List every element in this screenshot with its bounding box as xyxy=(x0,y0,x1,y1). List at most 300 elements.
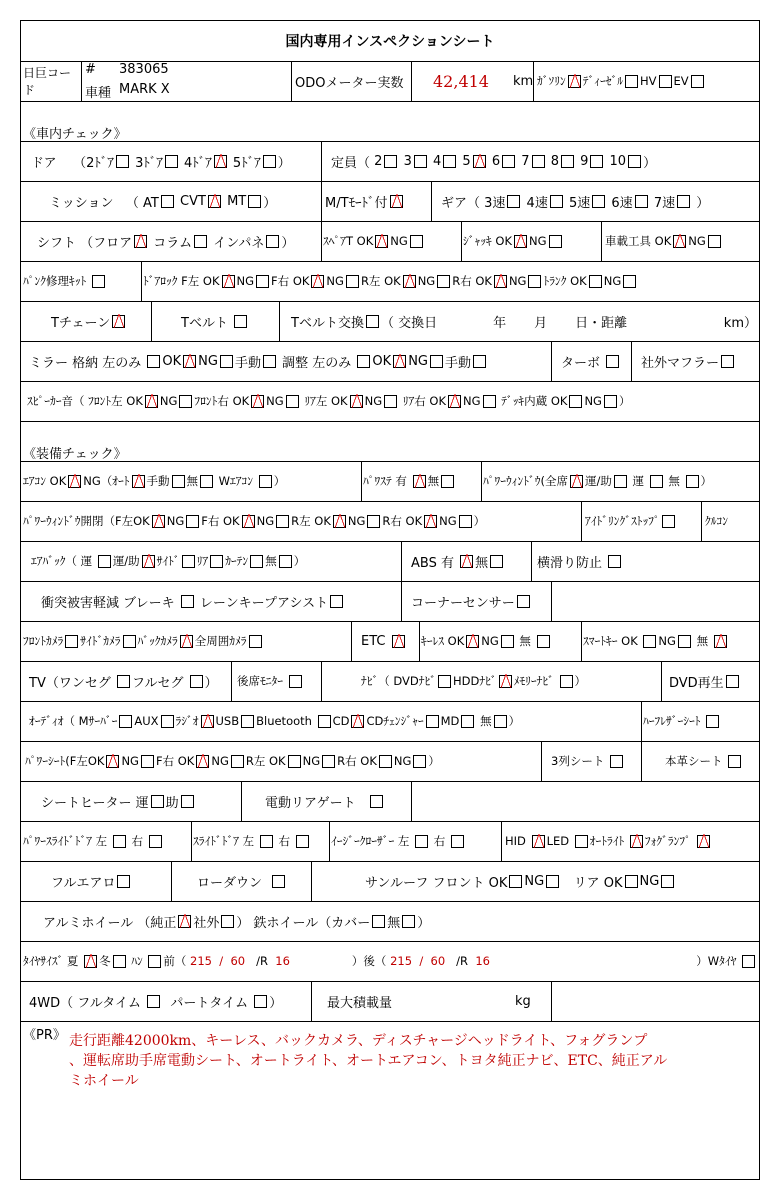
gear-4-label: 4速 xyxy=(526,195,548,211)
audio-radio-checkbox[interactable] xyxy=(201,715,214,728)
gear-4-checkbox[interactable] xyxy=(550,195,563,208)
lock-fl-ok-checkbox[interactable] xyxy=(222,275,235,288)
spk-fl-label: ｽﾋﾟｰｶｰ音（ ﾌﾛﾝﾄ左 OK xyxy=(27,394,143,408)
4wd-part-checkbox[interactable] xyxy=(254,995,267,1008)
etc-checkbox[interactable] xyxy=(392,635,405,648)
lock-trunk-ng-label: NG xyxy=(603,274,622,288)
gear-6-label: 6速 xyxy=(611,195,633,211)
capacity-label: 定員（ xyxy=(331,155,371,171)
half-leather-checkbox[interactable] xyxy=(706,715,719,728)
heater-assist-checkbox[interactable] xyxy=(181,795,194,808)
keyless-ok-label: ｷｰﾚｽ OK xyxy=(421,634,465,648)
corner-sensor-checkbox[interactable] xyxy=(517,595,530,608)
easy-left-checkbox[interactable] xyxy=(415,835,428,848)
pw-group xyxy=(483,461,712,501)
pw-none-checkbox[interactable] xyxy=(686,475,699,488)
spk-deck-ng-checkbox[interactable] xyxy=(604,395,617,408)
keyless-ng-checkbox[interactable] xyxy=(501,635,514,648)
airbag-both-checkbox[interactable] xyxy=(142,555,155,568)
sunroof-group xyxy=(365,861,676,901)
mirror-adj-ng-checkbox[interactable] xyxy=(430,355,443,368)
audio-cd-checkbox[interactable] xyxy=(351,715,364,728)
pw-both-checkbox[interactable] xyxy=(614,475,627,488)
tchain-group xyxy=(51,301,127,341)
audio-aux-label: AUX xyxy=(134,714,159,728)
model-label: 車種 xyxy=(85,86,112,101)
airbag-none-checkbox[interactable] xyxy=(279,555,292,568)
spk-rr-ok-checkbox[interactable] xyxy=(448,395,461,408)
pslide-left-checkbox[interactable] xyxy=(113,835,126,848)
lock-fl-ng-label: NG xyxy=(236,274,255,288)
pw-driver-checkbox[interactable] xyxy=(650,475,663,488)
alloy-aftermarket-label: 社外 xyxy=(193,915,220,931)
pseat-fl-ng-label: NG xyxy=(121,754,139,768)
audio-cdchanger-checkbox[interactable] xyxy=(426,715,439,728)
mirror-fold-label: ミラー 格納 左のみ xyxy=(29,355,142,371)
fuel-hv-checkbox[interactable] xyxy=(659,75,672,88)
gear-5-checkbox[interactable] xyxy=(592,195,605,208)
side-camera-label: ｻｲﾄﾞｶﾒﾗ xyxy=(80,634,121,648)
turbo-checkbox[interactable] xyxy=(606,355,619,368)
tire-w-checkbox[interactable] xyxy=(742,955,755,968)
cap-9-label: 9 xyxy=(580,153,589,169)
rear-monitor-group xyxy=(237,661,304,701)
rear-gate-checkbox[interactable] xyxy=(370,795,383,808)
fuel-gasoline-label: ｶﾞｿﾘﾝ xyxy=(537,74,566,88)
airbag-none-label: 無 xyxy=(265,554,277,568)
muffler-group xyxy=(641,341,736,381)
tbelt-change-label: Tベルト交換 xyxy=(291,315,364,331)
airbag-rear-checkbox[interactable] xyxy=(210,555,223,568)
audio-bluetooth-checkbox[interactable] xyxy=(318,715,331,728)
power-seat-group xyxy=(25,741,440,781)
pseat-fl-label: ﾊﾟﾜｰｼｰﾄ(F左OK xyxy=(25,754,105,768)
airbag-side-label: ｻｲﾄﾞ xyxy=(156,554,180,568)
mirror-fold-ng-checkbox[interactable] xyxy=(220,355,233,368)
navi-hdd-label: HDDﾅﾋﾞ xyxy=(453,674,497,688)
mirror-adj-label: 調整 左のみ xyxy=(282,355,352,371)
airbag-both-label: 運/助 xyxy=(112,554,140,568)
corner-sensor-group xyxy=(411,581,532,621)
inspection-sheet xyxy=(20,20,760,1180)
pwo-fl-ok-checkbox[interactable] xyxy=(152,515,165,528)
gear-group xyxy=(441,181,709,221)
pwo-rr-ng-label: NG xyxy=(439,514,457,528)
tchain-checkbox[interactable] xyxy=(112,315,125,328)
audio-mserver-checkbox[interactable] xyxy=(119,715,132,728)
lock-fr-ok-checkbox[interactable] xyxy=(311,275,324,288)
lock-rr-ok-checkbox[interactable] xyxy=(494,275,507,288)
keyless-none-checkbox[interactable] xyxy=(537,635,550,648)
lock-rl-ok-checkbox[interactable] xyxy=(403,275,416,288)
gear-7-label: 7速 xyxy=(653,195,676,211)
back-camera-checkbox[interactable] xyxy=(180,635,193,648)
spk-deck-ng-label: NG xyxy=(584,394,602,408)
shift-floor-checkbox[interactable] xyxy=(134,235,147,248)
navi-close: ） xyxy=(574,674,587,688)
mission-close: ） xyxy=(263,195,277,211)
front-camera-label: ﾌﾛﾝﾄｶﾒﾗ xyxy=(23,634,64,648)
pwo-rl-label: R左 OK xyxy=(291,514,331,528)
shift-inpane-checkbox[interactable] xyxy=(266,235,279,248)
gear-close: ） xyxy=(696,195,710,211)
pw-none-label: 無 xyxy=(668,474,680,488)
fuel-ev-checkbox[interactable] xyxy=(691,75,704,88)
cap-2-checkbox[interactable] xyxy=(384,155,397,168)
pseat-fl-ng-checkbox[interactable] xyxy=(141,755,154,768)
audio-none-label: 無 xyxy=(480,714,492,728)
max-load-label: 最大積載量 xyxy=(327,995,393,1011)
spk-fr-ng-label: NG xyxy=(266,394,284,408)
sunroof-rear-ng-checkbox[interactable] xyxy=(661,875,674,888)
cap-5-checkbox[interactable] xyxy=(473,155,486,168)
slide-left-label: ｽﾗｲﾄﾞﾄﾞｱ 左 xyxy=(193,834,255,848)
alloy-genuine-checkbox[interactable] xyxy=(178,915,191,928)
smartkey-group xyxy=(583,621,729,661)
spk-rr-label: ﾘｱ右 OK xyxy=(402,394,447,408)
pwo-fl-ng-checkbox[interactable] xyxy=(186,515,199,528)
tire-front-diameter: 16 xyxy=(275,954,290,968)
spk-rl-ok-checkbox[interactable] xyxy=(350,395,363,408)
pwo-rl-ng-checkbox[interactable] xyxy=(367,515,380,528)
cap-3-label: 3 xyxy=(403,153,412,169)
max-load-unit: kg xyxy=(515,993,531,1009)
ps-none-label: 無 xyxy=(427,474,440,488)
collision-brake-label: 衝突被害軽減 ブレーキ xyxy=(41,595,175,611)
navi-memory-checkbox[interactable] xyxy=(560,675,573,688)
pseat-fr-ok-checkbox[interactable] xyxy=(196,755,209,768)
tbelt-checkbox[interactable] xyxy=(234,315,247,328)
lock-rl-ng-checkbox[interactable] xyxy=(437,275,450,288)
doorlock-group xyxy=(143,261,638,301)
airbag-curtain-checkbox[interactable] xyxy=(250,555,263,568)
pw-all-checkbox[interactable] xyxy=(570,475,583,488)
spk-fl-ng-checkbox[interactable] xyxy=(179,395,192,408)
tv-fullseg-checkbox[interactable] xyxy=(190,675,203,688)
fog-lamp-checkbox[interactable] xyxy=(697,835,710,848)
pseat-fr-ng-label: NG xyxy=(211,754,229,768)
sunroof-front-ng-checkbox[interactable] xyxy=(546,875,559,888)
ac-none-checkbox[interactable] xyxy=(200,475,213,488)
jack-group xyxy=(463,221,564,261)
gear-5-label: 5速 xyxy=(568,195,591,211)
half-leather-label: ﾊｰﾌﾚｻﾞｰｼｰﾄ xyxy=(643,714,701,728)
cap-9-checkbox[interactable] xyxy=(590,155,603,168)
spk-rr-ng-label: NG xyxy=(463,394,481,408)
door-2-label: （2ﾄﾞｱ xyxy=(73,155,114,171)
cap-7-checkbox[interactable] xyxy=(532,155,545,168)
pwo-rl-ok-checkbox[interactable] xyxy=(333,515,346,528)
cruise-label: ｸﾙｺﾝ xyxy=(705,514,728,528)
muffler-checkbox[interactable] xyxy=(721,355,734,368)
alloy-aftermarket-checkbox[interactable] xyxy=(221,915,234,928)
mirror-adj-ok-checkbox[interactable] xyxy=(393,355,406,368)
pseat-rl-ng-checkbox[interactable] xyxy=(322,755,335,768)
puncture-kit-checkbox[interactable] xyxy=(92,275,105,288)
leather-checkbox[interactable] xyxy=(728,755,741,768)
seat-heater-group xyxy=(41,781,196,821)
navi-dvd-checkbox[interactable] xyxy=(438,675,451,688)
cap-6-label: 6 xyxy=(491,153,501,169)
mirror-fold-ok-checkbox[interactable] xyxy=(183,355,196,368)
hid-checkbox[interactable] xyxy=(532,835,545,848)
door-5-checkbox[interactable] xyxy=(263,155,276,168)
tools-ok-label: 車載工具 OK xyxy=(605,234,672,248)
corner-sensor-label: コーナーセンサー xyxy=(411,595,515,611)
cap-4-checkbox[interactable] xyxy=(443,155,456,168)
sunroof-rear-ok-checkbox[interactable] xyxy=(625,875,638,888)
tire-winter-checkbox[interactable] xyxy=(113,955,126,968)
door-2-checkbox[interactable] xyxy=(116,155,129,168)
pseat-fl-ok-checkbox[interactable] xyxy=(106,755,119,768)
keyless-none-label: 無 xyxy=(519,634,531,648)
audio-radio-label: ﾗｼﾞｵ xyxy=(175,714,199,728)
tire-winter-label: 冬 xyxy=(99,954,111,968)
ps-yes-checkbox[interactable] xyxy=(413,475,426,488)
navi-memory-label: ﾒﾓﾘｰﾅﾋﾞ xyxy=(513,674,554,688)
spare-ng-label: NG xyxy=(390,234,408,248)
alloy-close: ） xyxy=(236,915,250,931)
front-camera-checkbox[interactable] xyxy=(65,635,78,648)
section-interior: 《車内チェック》 xyxy=(23,127,127,142)
door-4-checkbox[interactable] xyxy=(214,155,227,168)
lock-rl-ng-label: NG xyxy=(417,274,436,288)
odo-unit: km xyxy=(513,73,534,89)
easy-right-checkbox[interactable] xyxy=(451,835,464,848)
month-label: 月 xyxy=(534,315,548,331)
at-checkbox[interactable] xyxy=(161,195,174,208)
pwo-fr-ng-label: NG xyxy=(256,514,275,528)
pwo-rr-ng-checkbox[interactable] xyxy=(459,515,472,528)
auto-light-label: ｵｰﾄﾗｲﾄ xyxy=(589,834,625,848)
abs-yes-checkbox[interactable] xyxy=(460,555,473,568)
pslide-right-label: 右 xyxy=(131,834,143,848)
cap-3-checkbox[interactable] xyxy=(414,155,427,168)
lock-fl-ng-checkbox[interactable] xyxy=(256,275,269,288)
gear-7-checkbox[interactable] xyxy=(677,195,690,208)
smartkey-ng-checkbox[interactable] xyxy=(678,635,691,648)
tools-ng-checkbox[interactable] xyxy=(708,235,721,248)
cap-6-checkbox[interactable] xyxy=(502,155,515,168)
navi-hdd-checkbox[interactable] xyxy=(499,675,512,688)
pseat-rl-ok-checkbox[interactable] xyxy=(288,755,301,768)
sunroof-front-ok-checkbox[interactable] xyxy=(509,875,522,888)
audio-md-checkbox[interactable] xyxy=(461,715,474,728)
mt-mode-checkbox[interactable] xyxy=(390,195,403,208)
cap-2-label: 2 xyxy=(374,153,383,169)
abs-none-checkbox[interactable] xyxy=(490,555,503,568)
audio-group xyxy=(29,701,520,741)
jack-ng-checkbox[interactable] xyxy=(549,235,562,248)
steel-none-checkbox[interactable] xyxy=(402,915,415,928)
pwo-fl-ng-label: NG xyxy=(166,514,185,528)
mt-checkbox[interactable] xyxy=(248,195,261,208)
lock-fr-ng-checkbox[interactable] xyxy=(346,275,359,288)
heater-driver-checkbox[interactable] xyxy=(151,795,164,808)
audio-none-checkbox[interactable] xyxy=(494,715,507,728)
tire-group xyxy=(23,941,757,981)
ac-ok-checkbox[interactable] xyxy=(68,475,81,488)
spare-ok-checkbox[interactable] xyxy=(375,235,388,248)
led-label: LED xyxy=(546,834,570,848)
tv-oneseg-checkbox[interactable] xyxy=(117,675,130,688)
smartkey-none-checkbox[interactable] xyxy=(714,635,727,648)
shift-inpane-label: インパネ xyxy=(213,235,265,251)
auto-light-checkbox[interactable] xyxy=(630,835,643,848)
4wd-part-label: パートタイム xyxy=(170,995,249,1011)
pseat-fr-ng-checkbox[interactable] xyxy=(231,755,244,768)
rear-monitor-label: 後席ﾓﾆﾀｰ xyxy=(237,674,283,688)
door-3-checkbox[interactable] xyxy=(165,155,178,168)
jack-ok-checkbox[interactable] xyxy=(514,235,527,248)
lane-keep-checkbox[interactable] xyxy=(330,595,343,608)
lock-trunk-ok-checkbox[interactable] xyxy=(589,275,602,288)
keyless-ok-checkbox[interactable] xyxy=(466,635,479,648)
fuel-gasoline-checkbox[interactable] xyxy=(568,75,581,88)
model-value: MARK X xyxy=(119,82,170,97)
tire-front-aspect: 60 xyxy=(230,954,246,968)
ac-ok-label: ｴｱｺﾝ OK xyxy=(23,474,67,488)
year-label: 年 xyxy=(493,315,507,331)
fuel-diesel-checkbox[interactable] xyxy=(625,75,638,88)
mirror-fold-manual-checkbox[interactable] xyxy=(263,355,276,368)
spk-fl-ok-checkbox[interactable] xyxy=(145,395,158,408)
fuel-diesel-label: ﾃﾞｨｰｾﾞﾙ xyxy=(582,74,623,88)
pw-close: ） xyxy=(700,474,712,488)
ac-w-checkbox[interactable] xyxy=(259,475,272,488)
gear-6-checkbox[interactable] xyxy=(635,195,648,208)
tire-han-checkbox[interactable] xyxy=(148,955,161,968)
4wd-close: ） xyxy=(269,995,283,1011)
spk-fl-ng-label: NG xyxy=(159,394,178,408)
4wd-group xyxy=(29,981,282,1021)
third-row-checkbox[interactable] xyxy=(610,755,623,768)
tbelt-change-checkbox[interactable] xyxy=(366,315,379,328)
ps-none-checkbox[interactable] xyxy=(441,475,454,488)
shift-column-checkbox[interactable] xyxy=(194,235,207,248)
ac-ng-auto-label: NG（ｵｰﾄ xyxy=(83,474,130,488)
ac-auto-checkbox[interactable] xyxy=(132,475,145,488)
leather-label: 本革シート xyxy=(665,754,723,768)
audio-mserver-label: ｵｰﾃﾞｨｵ（ Mｻｰﾊﾞｰ xyxy=(29,714,118,728)
tools-group xyxy=(605,221,723,261)
cap-close: ） xyxy=(643,155,657,171)
cvt-checkbox[interactable] xyxy=(208,195,221,208)
mirror-adj-manual-checkbox[interactable] xyxy=(473,355,486,368)
lock-rr-ng-checkbox[interactable] xyxy=(528,275,541,288)
tv-oneseg-label: TV（ワンセグ xyxy=(29,675,111,691)
mt-mode-group xyxy=(325,181,405,221)
ps-group xyxy=(363,461,456,501)
alloy-genuine-label: アルミホイール （純正 xyxy=(43,915,177,931)
tire-rear-aspect: 60 xyxy=(430,954,446,968)
pwo-fr-ng-checkbox[interactable] xyxy=(276,515,289,528)
slide-left-checkbox[interactable] xyxy=(260,835,273,848)
steel-cover-label: 鉄ホイール（カバー xyxy=(253,915,371,931)
idle-stop-label: ｱｲﾄﾞﾘﾝｸﾞｽﾄｯﾌﾟ xyxy=(585,514,660,528)
tire-han-label: ﾊﾝ xyxy=(131,954,143,968)
mirror-adj-manual-label: 手動 xyxy=(445,355,472,371)
lowdown-group xyxy=(197,861,287,901)
full-aero-checkbox[interactable] xyxy=(117,875,130,888)
door-5-label: 5ﾄﾞｱ xyxy=(232,155,261,171)
fuel-hv-label: HV xyxy=(640,74,657,88)
abs-yes-label: ABS 有 xyxy=(411,555,454,571)
cap-10-checkbox[interactable] xyxy=(628,155,641,168)
tools-ok-checkbox[interactable] xyxy=(673,235,686,248)
gear-3-checkbox[interactable] xyxy=(507,195,520,208)
sunroof-rear-ok-label: リア OK xyxy=(573,875,623,891)
muffler-label: 社外マフラー xyxy=(641,355,720,371)
lowdown-checkbox[interactable] xyxy=(272,875,285,888)
led-checkbox[interactable] xyxy=(575,835,588,848)
spk-fr-ok-checkbox[interactable] xyxy=(251,395,264,408)
ac-manual-checkbox[interactable] xyxy=(172,475,185,488)
spk-deck-ok-checkbox[interactable] xyxy=(569,395,582,408)
mirror-adj-left-checkbox[interactable] xyxy=(357,355,370,368)
spk-fr-ng-checkbox[interactable] xyxy=(286,395,299,408)
airbag-side-checkbox[interactable] xyxy=(182,555,195,568)
mirror-fold-left-checkbox[interactable] xyxy=(147,355,160,368)
rear-monitor-checkbox[interactable] xyxy=(289,675,302,688)
pseat-rl-ng-label: NG xyxy=(302,754,321,768)
spk-rl-ng-checkbox[interactable] xyxy=(384,395,397,408)
tv-close: ） xyxy=(204,675,218,691)
door-4-label: 4ﾄﾞｱ xyxy=(184,155,212,171)
audio-usb-checkbox[interactable] xyxy=(241,715,254,728)
heater-driver-label: シートヒーター 運 xyxy=(41,795,149,811)
etc-label: ETC xyxy=(361,633,386,649)
pslide-right-checkbox[interactable] xyxy=(149,835,162,848)
cap-8-checkbox[interactable] xyxy=(561,155,574,168)
abs-none-label: 無 xyxy=(475,555,489,571)
pseat-rr-ng-checkbox[interactable] xyxy=(413,755,426,768)
abs-group xyxy=(411,541,505,581)
tbelt-label: Tベルト xyxy=(181,315,228,331)
cvt-label: CVT xyxy=(180,193,206,209)
collision-brake-checkbox[interactable] xyxy=(181,595,194,608)
smartkey-ok-checkbox[interactable] xyxy=(643,635,656,648)
cap-5-label: 5 xyxy=(462,153,471,169)
side-camera-checkbox[interactable] xyxy=(123,635,136,648)
idle-stop-checkbox[interactable] xyxy=(662,515,675,528)
ac-group xyxy=(23,461,285,501)
airbag-driver-checkbox[interactable] xyxy=(98,555,111,568)
audio-aux-checkbox[interactable] xyxy=(161,715,174,728)
slide-right-checkbox[interactable] xyxy=(296,835,309,848)
steel-cover-checkbox[interactable] xyxy=(372,915,385,928)
ac-none-label: 無 xyxy=(186,474,199,488)
pwo-fr-ok-checkbox[interactable] xyxy=(242,515,255,528)
slip-group xyxy=(537,541,623,581)
spk-rr-ng-checkbox[interactable] xyxy=(483,395,496,408)
pr-text xyxy=(69,1031,667,1091)
4wd-full-checkbox[interactable] xyxy=(147,995,160,1008)
ps-yes-label: ﾊﾟﾜｽﾃ 有 xyxy=(363,474,407,488)
back-camera-label: ﾊﾞｯｸｶﾒﾗ xyxy=(137,634,178,648)
tire-summer-checkbox[interactable] xyxy=(84,955,97,968)
pseat-rr-ok-checkbox[interactable] xyxy=(379,755,392,768)
lock-trunk-ng-checkbox[interactable] xyxy=(623,275,636,288)
pwo-rr-ok-checkbox[interactable] xyxy=(424,515,437,528)
dvd-play-checkbox[interactable] xyxy=(726,675,739,688)
around-camera-checkbox[interactable] xyxy=(249,635,262,648)
slip-checkbox[interactable] xyxy=(608,555,621,568)
tbelt-change-group xyxy=(291,301,759,341)
slide-door-group xyxy=(23,821,164,861)
spk-deck-label: ﾃﾞｯｷ内蔵 OK xyxy=(501,394,568,408)
spare-ng-checkbox[interactable] xyxy=(410,235,423,248)
